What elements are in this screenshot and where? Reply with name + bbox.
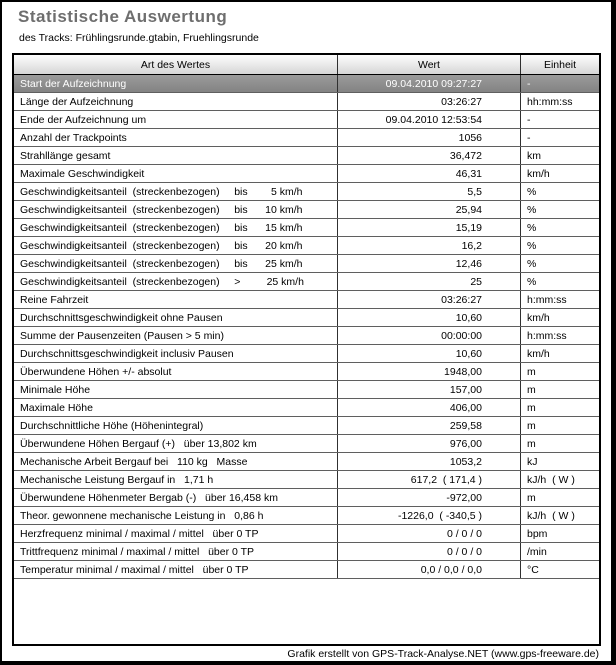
table-row[interactable] bbox=[14, 273, 599, 291]
table-header-row bbox=[14, 55, 599, 75]
column-header-wert: Wert bbox=[338, 55, 521, 74]
row-value: 12,46 bbox=[338, 255, 521, 272]
row-label: Überwundene Höhen +/- absolut bbox=[14, 363, 338, 380]
table-row[interactable] bbox=[14, 453, 599, 471]
table-row[interactable] bbox=[14, 417, 599, 435]
page-title: Statistische Auswertung bbox=[18, 7, 228, 26]
table-body bbox=[14, 75, 599, 579]
table-row[interactable] bbox=[14, 147, 599, 165]
row-label: Start der Aufzeichnung bbox=[14, 75, 338, 92]
table-row[interactable] bbox=[14, 399, 599, 417]
table-row[interactable] bbox=[14, 525, 599, 543]
row-label: Ende der Aufzeichnung um bbox=[14, 111, 338, 128]
row-label: Überwundene Höhenmeter Bergab (-) über 16,458 km bbox=[14, 489, 338, 506]
row-value: 617,2 ( 171,4 ) bbox=[338, 471, 521, 488]
column-header-art-des-wertes: Art des Wertes bbox=[14, 55, 338, 74]
table-row[interactable] bbox=[14, 435, 599, 453]
row-label: Herzfrequenz minimal / maximal / mittel über 0 TP bbox=[14, 525, 338, 542]
table-row[interactable] bbox=[14, 129, 599, 147]
row-unit: h:mm:ss bbox=[527, 293, 567, 306]
row-value: 0,0 / 0,0 / 0,0 bbox=[338, 561, 521, 578]
row-value: 09.04.2010 12:53:54 bbox=[338, 111, 521, 128]
row-label: Geschwindigkeitsanteil (streckenbezogen) bis 10 km/h bbox=[14, 201, 338, 218]
row-unit: kJ/h ( W ) bbox=[527, 509, 575, 522]
row-value: 0 / 0 / 0 bbox=[338, 543, 521, 560]
row-unit: m bbox=[527, 491, 536, 504]
row-unit: % bbox=[527, 203, 537, 216]
table-row[interactable] bbox=[14, 543, 599, 561]
row-label: Theor. gewonnene mechanische Leistung in 0,86 h bbox=[14, 507, 338, 524]
row-value: 36,472 bbox=[338, 147, 521, 164]
table-row[interactable] bbox=[14, 489, 599, 507]
row-unit: - bbox=[527, 131, 531, 144]
row-label: Mechanische Arbeit Bergauf bei 110 kg Masse bbox=[14, 453, 338, 470]
row-value: 0 / 0 / 0 bbox=[338, 525, 521, 542]
statistics-table bbox=[12, 53, 601, 646]
row-label: Geschwindigkeitsanteil (streckenbezogen) > 25 km/h bbox=[14, 273, 338, 290]
table-row[interactable] bbox=[14, 345, 599, 363]
row-label: Durchschnittliche Höhe (Höhenintegral) bbox=[14, 417, 338, 434]
row-unit: % bbox=[527, 221, 537, 234]
row-unit: - bbox=[527, 77, 531, 90]
row-label: Durchschnittsgeschwindigkeit inclusiv Pausen bbox=[14, 345, 338, 362]
table-row[interactable] bbox=[14, 93, 599, 111]
table-row[interactable] bbox=[14, 507, 599, 525]
row-value: 46,31 bbox=[338, 165, 521, 182]
row-value: 03:26:27 bbox=[338, 93, 521, 110]
table-row[interactable] bbox=[14, 237, 599, 255]
row-unit: - bbox=[527, 113, 531, 126]
row-unit: % bbox=[527, 185, 537, 198]
row-unit: m bbox=[527, 437, 536, 450]
row-unit: km/h bbox=[527, 311, 550, 324]
row-label: Reine Fahrzeit bbox=[14, 291, 338, 308]
row-value: -972,00 bbox=[338, 489, 521, 506]
table-row[interactable] bbox=[14, 111, 599, 129]
row-unit: /min bbox=[527, 545, 547, 558]
row-unit: bpm bbox=[527, 527, 548, 540]
row-unit: % bbox=[527, 275, 537, 288]
row-label: Länge der Aufzeichnung bbox=[14, 93, 338, 110]
row-unit: kJ/h ( W ) bbox=[527, 473, 575, 486]
row-label: Geschwindigkeitsanteil (streckenbezogen) bis 15 km/h bbox=[14, 219, 338, 236]
row-value: 976,00 bbox=[338, 435, 521, 452]
row-value: 259,58 bbox=[338, 417, 521, 434]
row-value: 00:00:00 bbox=[338, 327, 521, 344]
row-value: 16,2 bbox=[338, 237, 521, 254]
row-value: 25 bbox=[338, 273, 521, 290]
row-label: Anzahl der Trackpoints bbox=[14, 129, 338, 146]
table-row[interactable] bbox=[14, 363, 599, 381]
row-value: 09.04.2010 09:27:27 bbox=[338, 75, 521, 92]
footer-credit: Grafik erstellt von GPS-Track-Analyse.NET (www.gps-freeware.de) bbox=[287, 648, 599, 660]
row-unit: kJ bbox=[527, 455, 538, 468]
row-label: Geschwindigkeitsanteil (streckenbezogen) bis 25 km/h bbox=[14, 255, 338, 272]
row-label: Mechanische Leistung Bergauf in 1,71 h bbox=[14, 471, 338, 488]
table-row[interactable] bbox=[14, 219, 599, 237]
track-subtitle: des Tracks: Frühlingsrunde.gtabin, Fruehlingsrunde bbox=[19, 32, 259, 44]
row-unit: km bbox=[527, 149, 541, 162]
row-label: Summe der Pausenzeiten (Pausen > 5 min) bbox=[14, 327, 338, 344]
row-unit: m bbox=[527, 401, 536, 414]
table-row[interactable] bbox=[14, 291, 599, 309]
table-row[interactable] bbox=[14, 255, 599, 273]
table-row[interactable] bbox=[14, 381, 599, 399]
row-label: Geschwindigkeitsanteil (streckenbezogen) bis 20 km/h bbox=[14, 237, 338, 254]
row-label: Durchschnittsgeschwindigkeit ohne Pausen bbox=[14, 309, 338, 326]
row-value: 03:26:27 bbox=[338, 291, 521, 308]
row-label: Trittfrequenz minimal / maximal / mittel über 0 TP bbox=[14, 543, 338, 560]
row-value: -1226,0 ( -340,5 ) bbox=[338, 507, 521, 524]
row-unit: % bbox=[527, 239, 537, 252]
table-row[interactable] bbox=[14, 201, 599, 219]
row-value: 406,00 bbox=[338, 399, 521, 416]
row-unit: °C bbox=[527, 563, 539, 576]
row-value: 10,60 bbox=[338, 309, 521, 326]
table-row[interactable] bbox=[14, 561, 599, 579]
row-unit: km/h bbox=[527, 167, 550, 180]
row-value: 25,94 bbox=[338, 201, 521, 218]
row-value: 1948,00 bbox=[338, 363, 521, 380]
row-value: 1056 bbox=[338, 129, 521, 146]
row-value: 10,60 bbox=[338, 345, 521, 362]
row-unit: hh:mm:ss bbox=[527, 95, 573, 108]
row-label: Überwundene Höhen Bergauf (+) über 13,802 km bbox=[14, 435, 338, 452]
row-unit: % bbox=[527, 257, 537, 270]
table-row[interactable] bbox=[14, 183, 599, 201]
row-unit: km/h bbox=[527, 347, 550, 360]
row-unit: m bbox=[527, 383, 536, 396]
row-value: 1053,2 bbox=[338, 453, 521, 470]
table-row[interactable] bbox=[14, 75, 599, 93]
row-value: 15,19 bbox=[338, 219, 521, 236]
row-label: Strahllänge gesamt bbox=[14, 147, 338, 164]
row-unit: m bbox=[527, 365, 536, 378]
row-unit: m bbox=[527, 419, 536, 432]
row-label: Minimale Höhe bbox=[14, 381, 338, 398]
row-label: Geschwindigkeitsanteil (streckenbezogen) bis 5 km/h bbox=[14, 183, 338, 200]
row-label: Temperatur minimal / maximal / mittel über 0 TP bbox=[14, 561, 338, 578]
table-row[interactable] bbox=[14, 471, 599, 489]
column-header-einheit: Einheit bbox=[543, 58, 577, 71]
table-row[interactable] bbox=[14, 165, 599, 183]
row-label: Maximale Höhe bbox=[14, 399, 338, 416]
row-value: 157,00 bbox=[338, 381, 521, 398]
row-unit: h:mm:ss bbox=[527, 329, 567, 342]
row-value: 5,5 bbox=[338, 183, 521, 200]
table-row[interactable] bbox=[14, 327, 599, 345]
table-row[interactable] bbox=[14, 309, 599, 327]
row-label: Maximale Geschwindigkeit bbox=[14, 165, 338, 182]
